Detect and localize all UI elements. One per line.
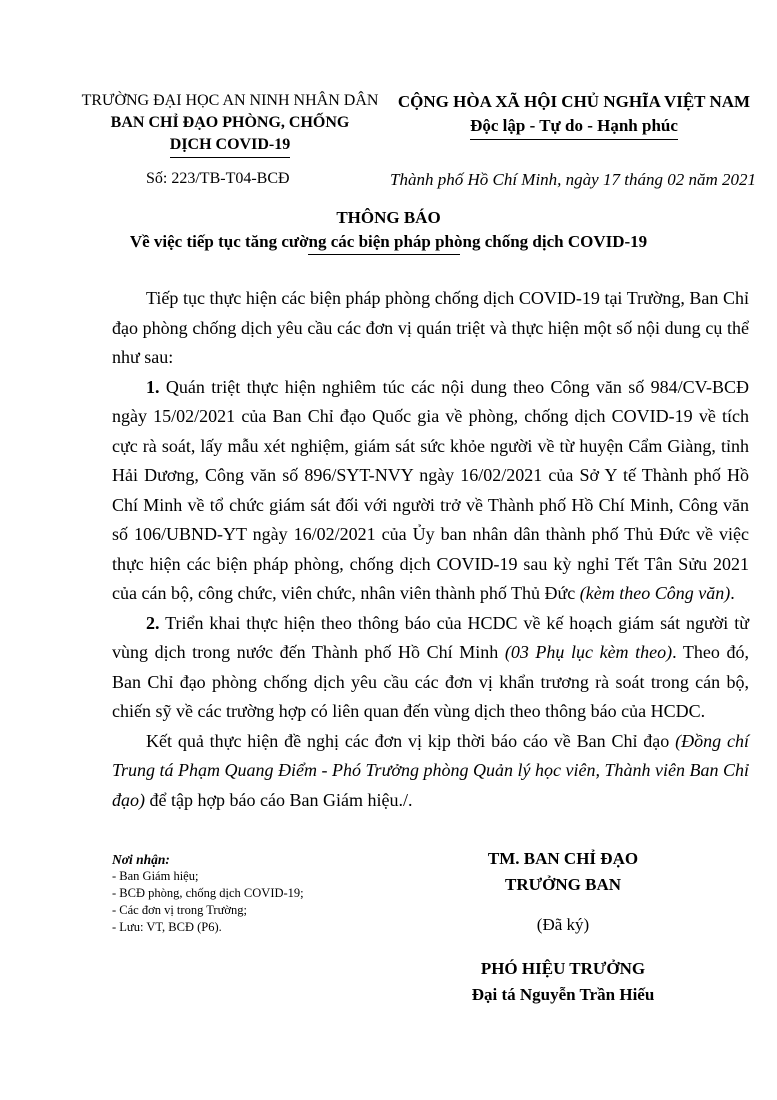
document-body [112,284,749,815]
committee-name-line2: DỊCH COVID-19 [170,134,290,158]
signature-authority: TM. BAN CHỈ ĐẠO [487,849,639,868]
subtitle-rule [308,254,460,255]
item-1-text: Quán triệt thực hiện nghiêm túc các nội dung theo Công văn số 984/CV-BCĐ ngày 15/02/2021 của Ban Chỉ đạo Quốc gia về phòng, chống dịch COVID-19 về tích cực rà soát, lấy mẫu xét nghiệm, giám sát sức khỏe người về từ huyện Cẩm Giàng, tỉnh Hải Dương, Công văn số 896/SYT-NVY ngày 16/02/2021 của Sở Y tế Thành phố Hồ Chí Minh về tổ chức giám sát đối với người trở về Thành phố Hồ Chí Minh, Công văn số 106/UBND-YT ngày 16/02/2021 của Ủy ban nhân dân thành phố Thủ Đức về việc thực hiện các biện pháp phòng, chống dịch COVID-19 sau kỳ nghỉ Tết Tân Sửu 2021 của cán bộ, công chức, viên chức, nhân viên thành phố Thủ Đức [112,376,750,603]
item-1-number: 1. [146,376,160,397]
place-and-date: Thành phố Hồ Chí Minh, ngày 17 tháng 02 năm 2021 [390,170,756,189]
item-2-number: 2. [146,612,160,633]
signature-block [438,846,688,1008]
school-name: TRƯỜNG ĐẠI HỌC AN NINH NHÂN DÂN [81,92,379,109]
item-2-text: Triển khai thực hiện theo thông báo của HCDC về kế hoạch giám sát người từ vùng dịch trong nước đến Thành phố Hồ Chí Minh [112,612,749,662]
signed-note: (Đã ký) [536,915,590,934]
committee-name-line1: BAN CHỈ ĐẠO PHÒNG, CHỐNG [110,114,350,131]
document-title: THÔNG BÁO [336,208,441,227]
document-subtitle: Về việc tiếp tục tăng cường các biện pháp phòng chống dịch COVID-19 [129,232,648,251]
closing-paragraph: Kết quả thực hiện đề nghị các đơn vị kịp thời báo cáo về Ban Chỉ đạo (Đồng chí Trung tá Phạm Quang Điểm - Phó Trưởng phòng Quản lý học viên, Thành viên Ban Chỉ đạo) để tập hợp báo cáo Ban Giám hiệu./. [112,730,750,810]
item-2-rest: . Theo đó, Ban Chỉ đạo phòng chống dịch yêu cầu các đơn vị khẩn trương rà soát trong cán bộ, chiến sỹ về các trường hợp có liên quan đến vùng dịch theo thông báo của HCDC. [112,642,749,721]
national-motto: Độc lập - Tự do - Hạnh phúc [470,114,678,140]
issuing-authority-block [70,90,390,158]
signer-position: PHÓ HIỆU TRƯỞNG [480,959,646,978]
recipients-block [112,851,392,936]
item-1-paragraph: 1. Quán triệt thực hiện nghiêm túc các nội dung theo Công văn số 984/CV-BCĐ ngày 15/02/2021 của Ban Chỉ đạo Quốc gia về phòng, chống dịch COVID-19 về tích cực rà soát, lấy mẫu xét nghiệm, giám sát sức khỏe người về từ huyện Cẩm Giàng, tỉnh Hải Dương, Công văn số 896/SYT-NVY ngày 16/02/2021 của Sở Y tế Thành phố Hồ Chí Minh về tổ chức giám sát đối với người trở về Thành phố Hồ Chí Minh, Công văn số 106/UBND-YT ngày 16/02/2021 của Ủy ban nhân dân thành phố Thủ Đức về việc thực hiện các biện pháp phòng, chống dịch COVID-19 sau kỳ nghỉ Tết Tân Sửu 2021 của cán bộ, công chức, viên chức, nhân viên thành phố Thủ Đức (kèm theo Công văn). [112,376,750,603]
nation-name: CỘNG HÒA XÃ HỘI CHỦ NGHĨA VIỆT NAM [397,92,751,111]
item-2-paragraph [112,609,749,727]
recipient-item: - Các đơn vị trong Trường; [112,903,247,917]
intro-paragraph: Tiếp tục thực hiện các biện pháp phòng chống dịch COVID-19 tại Trường, Ban Chỉ đạo phòng chống dịch yêu cầu các đơn vị quán triệt và thực hiện một số nội dung cụ thể như sau: [112,288,749,367]
item-2-appendix-note: (03 Phụ lục kèm theo) [504,642,673,662]
signer-name: Đại tá Nguyễn Trần Hiếu [471,985,655,1004]
recipient-item: - Ban Giám hiệu; [112,869,199,883]
item-1-attachment-note: (kèm theo Công văn) [579,583,731,603]
recipients-label: Nơi nhận: [112,852,170,867]
signature-role: TRƯỞNG BAN [504,875,621,894]
closing-contact-note: (Đồng chí Trung tá Phạm Quang Điểm - Phó Trưởng phòng Quản lý học viên, Thành viên Ban Chỉ đạo) [112,730,750,810]
document-number: Số: 223/TB-T04-BCĐ [146,170,290,187]
recipient-item: - Lưu: VT, BCĐ (P6). [112,920,222,934]
recipient-item: - BCĐ phòng, chống dịch COVID-19; [112,886,304,900]
national-header-block [388,90,760,140]
